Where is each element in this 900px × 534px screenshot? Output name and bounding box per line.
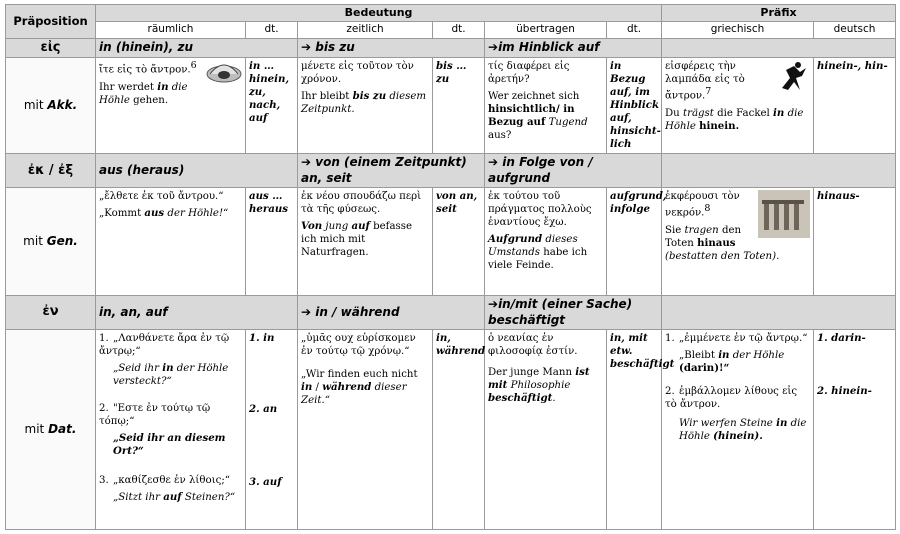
kasus-gen: mit Gen. <box>6 188 96 296</box>
en-raum-dt: 1. in 2. an 3. auf <box>246 329 298 529</box>
en-praefix-cell: 1. „ἐμμένετε ἐν τῷ ἄντρῳ.“ „Bleibt in der Höhle (darin)!“ 2. ἐμβάλλομεν λίθους εἰς τὸ ἄντρον. Wir werfen Steine in die Höhle (hinein). <box>662 329 814 529</box>
en-ueber-dt: in, mit etw. beschäftigt <box>607 329 662 529</box>
ek-zeit-cell: ἐκ νέου σπουδάζω περὶ τὰ τῆς φύσεως. Von jung auf befasse ich mich mit Naturfragen. <box>298 188 433 296</box>
kasus-dat: mit Dat. <box>6 329 96 529</box>
col-dt-zeit: dt. <box>433 22 485 38</box>
col-dt-raum: dt. <box>246 22 298 38</box>
eis-raum-dt: in … hinein, zu, nach, auf <box>246 58 298 154</box>
en-zeit-dt: in, während <box>433 329 485 529</box>
en-raum-heading: in, an, auf <box>96 296 298 330</box>
praepositionen-table <box>5 4 896 530</box>
col-deutsch: deutsch <box>814 22 896 38</box>
eis-raum-heading: in (hinein), zu <box>96 38 298 58</box>
section-en <box>6 296 896 330</box>
arrow-right-icon: ➔ <box>301 40 312 55</box>
ek-raum-heading: aus (heraus) <box>96 154 298 188</box>
col-raeumlich: räumlich <box>96 22 246 38</box>
ek-raum-dt: aus … heraus <box>246 188 298 296</box>
en-zeit-heading: ➔ in / während <box>298 296 485 330</box>
en-ueber-heading: ➔in/mit (einer Sache) beschäftigt <box>485 296 662 330</box>
arrow-right-icon: ➔ <box>488 297 499 312</box>
col-uebertragen: übertragen <box>485 22 607 38</box>
eis-raum-cell: ἴτε εἰς τὸ ἄντρον.$^6$ Ihr werdet in die Höhle gehen. <box>96 58 246 154</box>
ek-zeit-heading: ➔ von (einem Zeitpunkt) an, seit <box>298 154 485 188</box>
prep-en: ἐν <box>6 296 96 330</box>
eis-praefix-cell: εἰσφέρεις τὴν λαμπάδα εἰς τὸ ἄντρον.$^7$ Du trägst die Fackel in die Höhle hinein. <box>662 58 814 154</box>
arrow-right-icon: ➔ <box>488 155 499 170</box>
prep-eis: εἰς <box>6 38 96 58</box>
row-en <box>6 329 896 529</box>
header-praeposition: Präposition <box>6 5 96 39</box>
ek-ueber-dt: aufgrund, infolge <box>607 188 662 296</box>
eis-ueber-heading: ➔im Hinblick auf <box>485 38 662 58</box>
ek-ueber-heading: ➔ in Folge von / aufgrund <box>485 154 662 188</box>
cave-image-icon <box>206 60 242 82</box>
header-bedeutung: Bedeutung <box>96 5 662 22</box>
ek-praefix-cell: ἐκφέρουσι τὸν νεκρόν.$^8$ Sie tragen den Toten hinaus (bestatten den Toten). <box>662 188 814 296</box>
section-eis <box>6 38 896 58</box>
prep-ek: ἐκ / ἐξ <box>6 154 96 188</box>
ek-ueber-cell: ἐκ τούτου τοῦ πράγματος πολλοὺς ἐναντίους ἔχω. Aufgrund dieses Umstands habe ich viele Feinde. <box>485 188 607 296</box>
col-griechisch: griechisch <box>662 22 814 38</box>
arrow-right-icon: ➔ <box>301 304 312 319</box>
ek-zeit-dt: von an, seit <box>433 188 485 296</box>
eis-praefix-dt: hinein-, hin- <box>814 58 896 154</box>
row-ek <box>6 188 896 296</box>
en-zeit-cell: „ὑμᾶς ουχ εὑρίσκομεν ἐν τούτῳ τῷ χρόνῳ.“ „Wir finden euch nicht in / während dieser Zeit.“ <box>298 329 433 529</box>
torch-runner-image-icon <box>776 60 810 94</box>
ek-praefix-dt: hinaus- <box>814 188 896 296</box>
col-dt-ueber: dt. <box>607 22 662 38</box>
en-raum-cell: 1. „Λανθάνετε ἄρα ἐν τῷ ἄντρῳ;“ „Seid ihr in der Höhle versteckt?“ 2. "Εστε ἐν τούτῳ τῷ τόπῳ;“ „Seid ihr an diesem Ort?“ 3. „καθίζεσθε ἐν λίθοις;“ „Sitzt ihr auf Steinen?“ <box>96 329 246 529</box>
ek-raum-cell: „ἔλθετε ἐκ τοῦ ἄντρου.“ „Kommt aus der Höhle!“ <box>96 188 246 296</box>
en-ueber-cell: ὁ νεανίας ἐν φιλοσοφίᾳ ἐστίν. Der junge Mann ist mit Philosophie beschäftigt. <box>485 329 607 529</box>
row-eis <box>6 58 896 154</box>
en-praefix-dt: 1. darin- 2. hinein- <box>814 329 896 529</box>
eis-ueber-dt: in Bezug auf, im Hinblick auf, hinsicht-lich <box>607 58 662 154</box>
section-ek <box>6 154 896 188</box>
eis-ueber-cell: τίς διαφέρει εἰς ἀρετήν? Wer zeichnet sich hinsichtlich/ in Bezug auf Tugend aus? <box>485 58 607 154</box>
eis-zeit-dt: bis … zu <box>433 58 485 154</box>
kasus-akk: mit Akk. <box>6 58 96 154</box>
header-praefix: Präfix <box>662 5 896 22</box>
arrow-right-icon: ➔ <box>488 40 499 55</box>
eis-zeit-heading: ➔ bis zu <box>298 38 485 58</box>
arrow-right-icon: ➔ <box>301 155 312 170</box>
col-zeitlich: zeitlich <box>298 22 433 38</box>
eis-zeit-cell: μένετε εἰς τοῦτον τὸν χρόνον. Ihr bleibt bis zu diesem Zeitpunkt. <box>298 58 433 154</box>
funeral-procession-image-icon <box>758 190 810 238</box>
